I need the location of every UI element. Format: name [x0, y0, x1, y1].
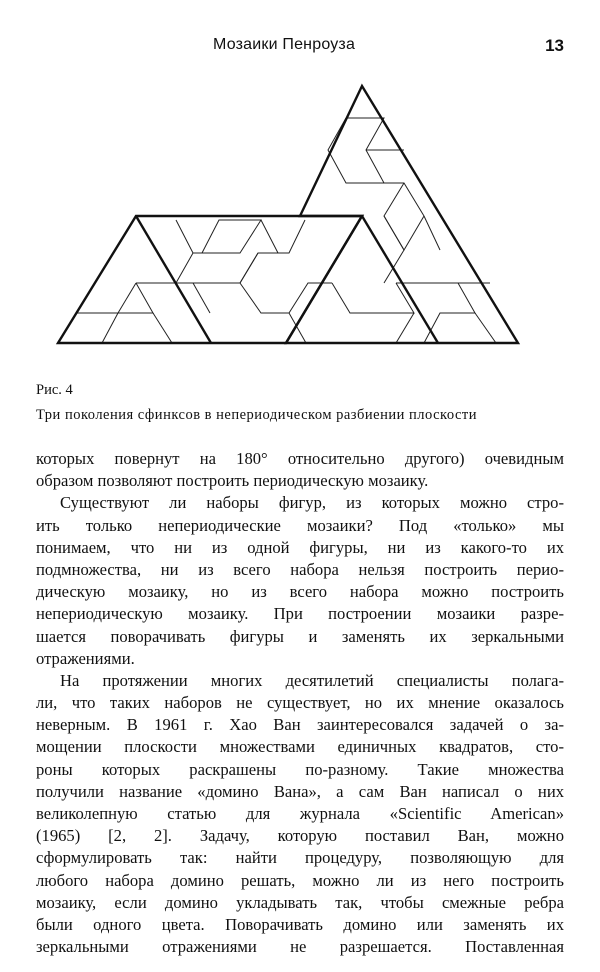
text-line: неверным. В 1961 г. Хао Ван заинтересовался задачей о за- [36, 715, 564, 735]
sphinx-tile-outlines [77, 118, 496, 343]
sphinx-generation-edge [136, 216, 211, 343]
text-line: роны которых раскрашены по-разному. Такие множества [36, 759, 564, 779]
text-line: сформулировать так: найти процедуру, позволяющую для [36, 848, 564, 868]
sphinx-generation-edge [362, 216, 438, 343]
text-line: (1965) [2, 2]. Задачу, которую поставил Ван, можно [36, 826, 564, 846]
text-line: отражениями. [36, 648, 135, 668]
sphinx-tile [424, 216, 440, 250]
figure-label: Рис. 4 [36, 382, 73, 398]
large-sphinx-right [286, 86, 518, 343]
sphinx-tile [240, 253, 258, 283]
sphinx-tile [332, 283, 414, 313]
text-line: получили название «домино Вана», а сам Ван написал о них [36, 781, 564, 801]
figure-caption-text: Три поколения сфинксов в непериодическом разбиении плоскости [36, 407, 478, 423]
text-line: шается поворачивать фигуры и заменять их зеркальными [36, 626, 564, 646]
body-text [36, 448, 564, 958]
running-title: Мозаики Пенроуза [213, 36, 356, 53]
sphinx-tile [289, 313, 306, 343]
sphinx-tile [396, 313, 414, 343]
sphinx-tile [153, 313, 172, 343]
text-line: мощении плоскости множествами единичных квадратов, сто- [36, 737, 564, 757]
text-line: были одного цвета. Поворачивать домино или заменять их [36, 914, 564, 934]
sphinx-tile [118, 283, 153, 313]
text-line: понимаем, что ни из одной фигуры, ни из какого-то их [36, 537, 564, 557]
sphinx-tile [384, 216, 404, 283]
figure-sphinx-tiling [0, 80, 600, 360]
sphinx-tiling-diagram [0, 80, 600, 360]
sphinx-tile [176, 220, 193, 253]
sphinx-tile [102, 313, 118, 343]
paragraph [36, 670, 564, 958]
text-line: Существуют ли наборы фигур, из которых можно стро- [60, 493, 564, 513]
paragraph [36, 492, 564, 670]
text-line: мозаику, если домино укладывать так, чтобы смежные ребра [36, 892, 564, 912]
sphinx-tile [193, 283, 210, 313]
text-line: великолепную статью для журнала «Scientific American» [36, 804, 564, 823]
paragraph [36, 448, 564, 492]
text-line: На протяжении многих десятилетий специалисты полага- [60, 670, 564, 690]
sphinx-tile [261, 220, 278, 253]
text-line: подмножества, ни из всего набора нельзя построить перио- [36, 559, 564, 579]
sphinx-tile [475, 313, 496, 343]
page-number: 13 [545, 36, 564, 55]
text-line: непериодическую мозаику. При построении мозаики разре- [36, 604, 564, 624]
sphinx-tile [136, 220, 261, 283]
text-line: ли, что таких наборов не существует, но их мнение оказалось [36, 693, 564, 713]
text-line: зеркальными отражениями не разрешается. Поставленная [36, 937, 564, 957]
large-sphinx-outlines [58, 86, 518, 343]
running-head [0, 36, 600, 60]
figure-caption [36, 378, 576, 428]
text-line: которых повернут на 180° относительно другого) очевидным [36, 449, 564, 468]
text-line: образом позволяют построить периодическую мозаику. [36, 471, 429, 491]
large-sphinx-left [58, 216, 362, 343]
text-line: ить только непериодические мозаики? Под «только» мы [36, 515, 564, 535]
text-line: любого набора домино решать, можно ли из него построить [36, 870, 564, 890]
text-line: дическую мозаику, но из всего набора можно построить [36, 582, 564, 602]
